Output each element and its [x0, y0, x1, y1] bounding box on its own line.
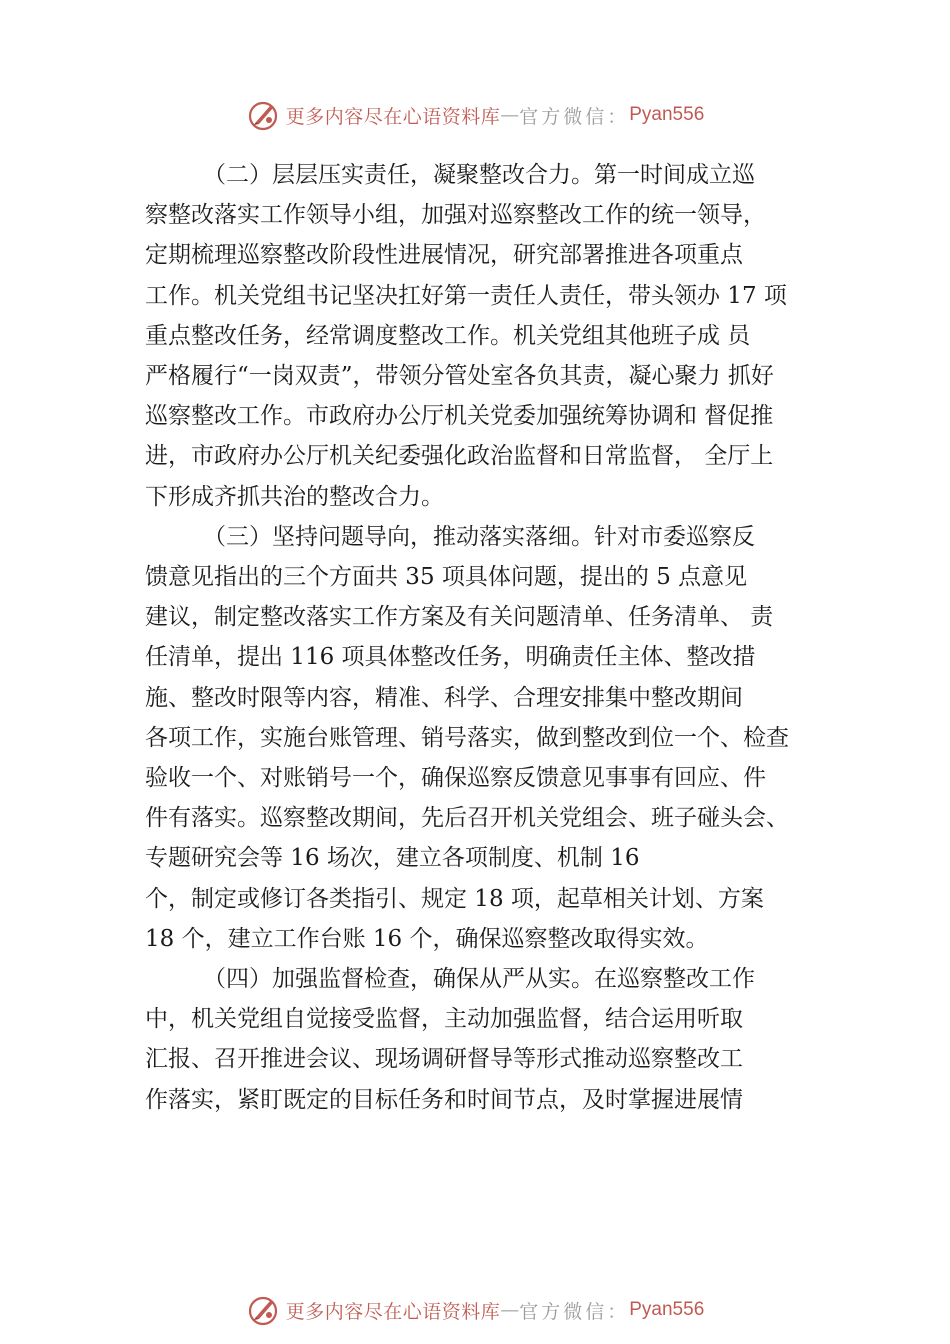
text-line: 任清单，提出 116 项具体整改任务，明确责任主体、整改措	[145, 644, 756, 671]
watermark-main-text: 更多内容尽在心语资料库	[285, 1300, 501, 1323]
text-line: 下形成齐抓共治的整改合力。	[145, 483, 444, 510]
paragraph-2	[145, 155, 835, 517]
text-line: （三）坚持问题导向，推动落实落细。针对市委巡察反	[203, 523, 755, 550]
text-line: 巡察整改工作。市政府办公厅机关党委加强统筹协调和 督促推	[145, 403, 774, 430]
text-line: 进，市政府办公厅机关纪委强化政治监督和日常监督， 全厅上	[145, 443, 774, 470]
watermark-separator: —	[500, 104, 520, 126]
text-line: （二）层层压实责任，凝聚整改合力。第一时间成立巡	[203, 162, 755, 188]
text-line: 察整改落实工作领导小组，加强对巡察整改工作的统一领导，	[145, 202, 766, 229]
text-line: 作落实，紧盯既定的目标任务和时间节点，及时掌握进展情	[145, 1086, 743, 1113]
text-line: 严格履行“一岗双责”，带领分管处室各负其责，凝心聚力 抓好	[145, 363, 774, 390]
text-line: 汇报、召开推进会议、现场调研督导等形式推动巡察整改工	[145, 1046, 743, 1073]
text-line: 18 个，建立工作台账 16 个，确保巡察整改取得实效。	[145, 925, 709, 952]
text-line: 专题研究会等 16 场次，建立各项制度、机制 16	[145, 845, 640, 872]
text-line: 件有落实。巡察整改期间，先后召开机关党组会、班子碰头会、	[145, 805, 789, 832]
text-line: 中，机关党组自觉接受监督，主动加强监督，结合运用听取	[145, 1006, 743, 1033]
text-line: 定期梳理巡察整改阶段性进展情况，研究部署推进各项重点	[145, 242, 743, 269]
paragraph-3	[145, 517, 835, 959]
text-line: 工作。机关党组书记坚决扛好第一责任人责任，带头领办 17 项	[145, 282, 787, 309]
watermark-main-text: 更多内容尽在心语资料库	[285, 105, 501, 128]
text-line: 施、整改时限等内容，精准、科学、合理安排集中整改期间	[145, 684, 743, 711]
document-body	[145, 155, 835, 1120]
pen-logo-icon	[246, 1293, 280, 1327]
pen-logo-icon	[246, 98, 280, 132]
text-line: （四）加强监督检查，确保从严从实。在巡察整改工作	[203, 966, 755, 993]
watermark-label: 官方微信：	[519, 105, 630, 128]
watermark-separator: —	[500, 1299, 520, 1321]
text-line: 验收一个、对账销号一个，确保巡察反馈意见事事有回应、件	[145, 765, 766, 792]
header-watermark	[0, 95, 950, 135]
text-line: 个，制定或修订各类指引、规定 18 项，起草相关计划、方案	[145, 885, 764, 912]
watermark-label: 官方微信：	[519, 1300, 630, 1323]
watermark-wechat-id: Pyan556	[629, 104, 705, 125]
text-line: 馈意见指出的三个方面共 35 项具体问题，提出的 5 点意见	[145, 564, 748, 591]
text-line: 建议，制定整改落实工作方案及有关问题清单、任务清单、 责	[145, 604, 774, 631]
footer-watermark	[0, 1290, 950, 1330]
text-line: 各项工作，实施台账管理、销号落实，做到整改到位一个、检查	[145, 724, 789, 751]
watermark-wechat-id: Pyan556	[629, 1299, 705, 1320]
paragraph-4	[145, 959, 835, 1120]
text-line: 重点整改任务，经常调度整改工作。机关党组其他班子成 员	[145, 322, 751, 349]
